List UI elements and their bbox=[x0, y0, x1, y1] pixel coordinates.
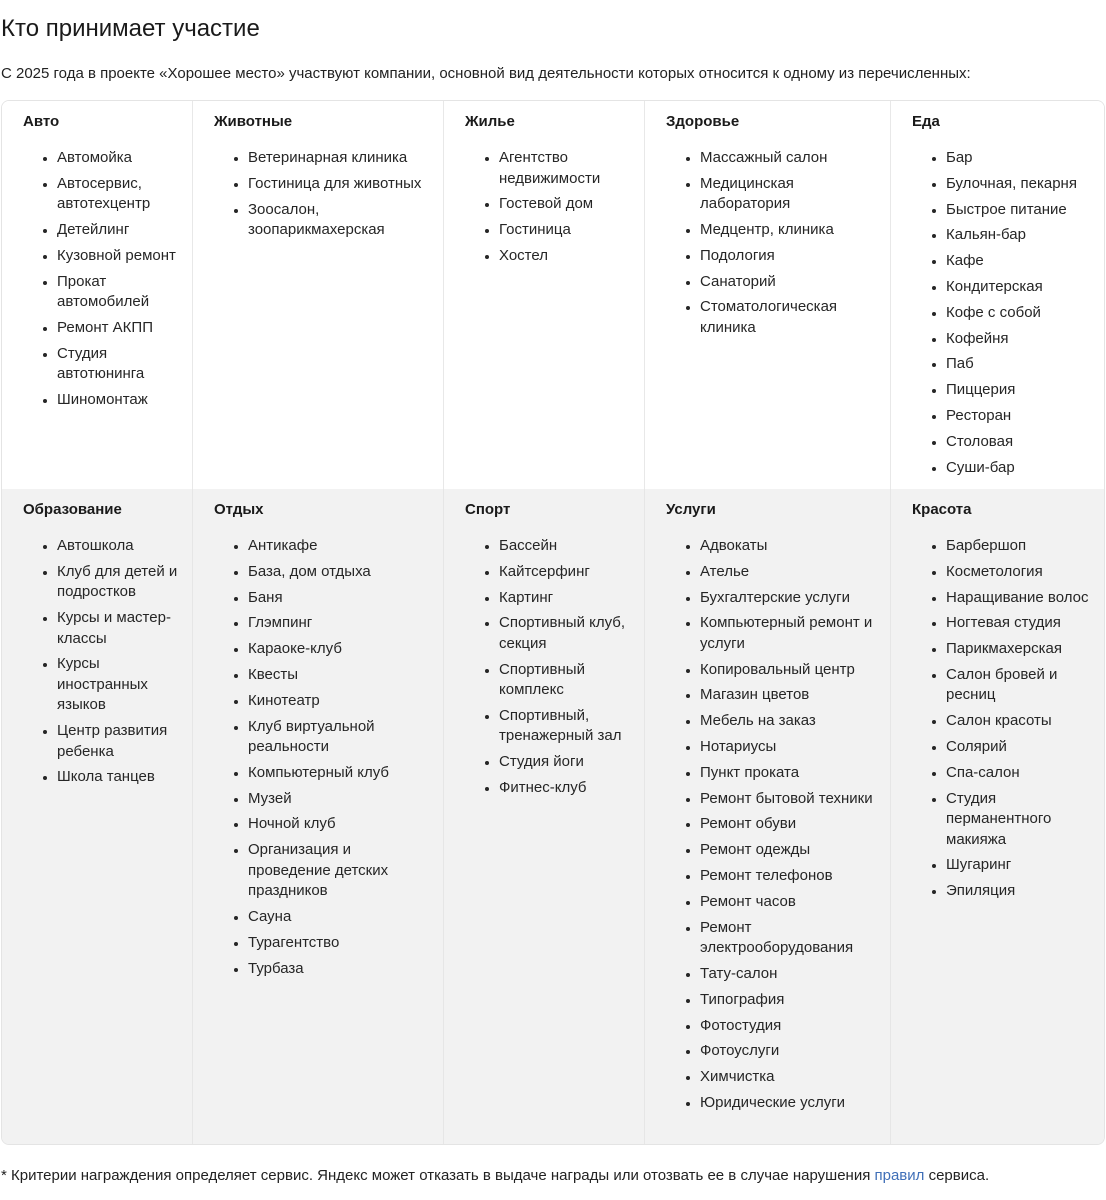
list-item: • Баня bbox=[248, 588, 431, 609]
category-list bbox=[666, 148, 878, 338]
list-item: • Салон бровей и ресниц bbox=[946, 665, 1092, 706]
category-title: Еда bbox=[912, 113, 940, 130]
list-item: • Студия йоги bbox=[499, 752, 632, 773]
list-item: • Ателье bbox=[700, 562, 878, 583]
list-item: • Быстрое питание bbox=[946, 200, 1092, 221]
category-list bbox=[465, 148, 632, 266]
categories-row-1 bbox=[2, 101, 1104, 489]
list-item: • Ремонт АКПП bbox=[57, 318, 180, 339]
category-title: Красота bbox=[912, 501, 972, 518]
category-auto bbox=[2, 101, 193, 489]
list-item: • Пункт проката bbox=[700, 763, 878, 784]
list-item: • Спа-салон bbox=[946, 763, 1092, 784]
list-item: • Компьютерный ремонт и услуги bbox=[700, 613, 878, 654]
list-item: • Детейлинг bbox=[57, 220, 180, 241]
list-item: • Кофе с собой bbox=[946, 303, 1092, 324]
category-list bbox=[214, 148, 431, 241]
list-item: • Турагентство bbox=[248, 933, 431, 954]
list-item: • Бухгалтерские услуги bbox=[700, 588, 878, 609]
category-list bbox=[912, 536, 1092, 902]
list-item: • Прокат автомобилей bbox=[57, 272, 180, 313]
list-item: • Гостевой дом bbox=[499, 194, 632, 215]
list-item: • Ремонт одежды bbox=[700, 840, 878, 861]
list-item: • Гостиница для животных bbox=[248, 174, 431, 195]
list-item: • Ремонт бытовой техники bbox=[700, 789, 878, 810]
category-title: Отдых bbox=[214, 501, 264, 518]
list-item: • Фотоуслуги bbox=[700, 1041, 878, 1062]
categories-row-2 bbox=[2, 489, 1104, 1144]
list-item: • Бар bbox=[946, 148, 1092, 169]
list-item: • Медцентр, клиника bbox=[700, 220, 878, 241]
list-item: • Бассейн bbox=[499, 536, 632, 557]
category-list bbox=[666, 536, 878, 1113]
list-item: • Мебель на заказ bbox=[700, 711, 878, 732]
list-item: • Копировальный центр bbox=[700, 660, 878, 681]
list-item: • База, дом отдыха bbox=[248, 562, 431, 583]
list-item: • Студия автотюнинга bbox=[57, 344, 180, 385]
list-item: • Стоматологическая клиника bbox=[700, 297, 878, 338]
list-item: • Булочная, пекарня bbox=[946, 174, 1092, 195]
list-item: • Ногтевая студия bbox=[946, 613, 1092, 634]
list-item: • Клуб виртуальной реальности bbox=[248, 717, 431, 758]
list-item: • Фотостудия bbox=[700, 1016, 878, 1037]
intro-text: С 2025 года в проекте «Хорошее место» участвуют компании, основной вид деятельности которых относится к одному из перечисленных: bbox=[1, 65, 971, 82]
list-item: • Косметология bbox=[946, 562, 1092, 583]
category-title: Животные bbox=[214, 113, 293, 130]
list-item: • Ремонт электрооборудования bbox=[700, 918, 878, 959]
list-item: • Ремонт обуви bbox=[700, 814, 878, 835]
category-title: Спорт bbox=[465, 501, 511, 518]
list-item: • Кондитерская bbox=[946, 277, 1092, 298]
category-list bbox=[912, 148, 1092, 478]
list-item: • Агентство недвижимости bbox=[499, 148, 632, 189]
list-item: • Организация и проведение детских праздников bbox=[248, 840, 431, 902]
rules-link[interactable]: правил bbox=[874, 1167, 925, 1184]
list-item: • Спортивный комплекс bbox=[499, 660, 632, 701]
list-item: • Сауна bbox=[248, 907, 431, 928]
category-title: Авто bbox=[23, 113, 60, 130]
list-item: • Фитнес-клуб bbox=[499, 778, 632, 799]
list-item: • Антикафе bbox=[248, 536, 431, 557]
list-item: • Медицинская лаборатория bbox=[700, 174, 878, 215]
category-animals bbox=[193, 101, 444, 489]
list-item: • Картинг bbox=[499, 588, 632, 609]
footnote-text-end: сервиса. bbox=[924, 1167, 990, 1184]
list-item: • Ремонт телефонов bbox=[700, 866, 878, 887]
list-item: • Юридические услуги bbox=[700, 1093, 878, 1114]
category-title: Образование bbox=[23, 501, 122, 518]
list-item: • Спортивный клуб, секция bbox=[499, 613, 632, 654]
list-item: • Подология bbox=[700, 246, 878, 267]
list-item: • Химчистка bbox=[700, 1067, 878, 1088]
list-item: • Столовая bbox=[946, 432, 1092, 453]
list-item: • Глэмпинг bbox=[248, 613, 431, 634]
list-item: • Салон красоты bbox=[946, 711, 1092, 732]
list-item: • Ночной клуб bbox=[248, 814, 431, 835]
list-item: • Солярий bbox=[946, 737, 1092, 758]
list-item: • Ремонт часов bbox=[700, 892, 878, 913]
category-list bbox=[214, 536, 431, 979]
list-item: • Барбершоп bbox=[946, 536, 1092, 557]
list-item: • Шугаринг bbox=[946, 855, 1092, 876]
list-item: • Кофейня bbox=[946, 329, 1092, 350]
footnote-text: * Критерии награждения определяет сервис. Яндекс может отказать в выдаче награды или отозвать ее в случае нарушения bbox=[1, 1167, 875, 1184]
list-item: • Пиццерия bbox=[946, 380, 1092, 401]
category-title: Здоровье bbox=[666, 113, 740, 130]
list-item: • Спортивный, тренажерный зал bbox=[499, 706, 632, 747]
list-item: • Турбаза bbox=[248, 959, 431, 980]
list-item: • Школа танцев bbox=[57, 767, 180, 788]
category-housing bbox=[444, 101, 645, 489]
list-item: • Кальян-бар bbox=[946, 225, 1092, 246]
footnote bbox=[1, 1166, 989, 1186]
category-list bbox=[465, 536, 632, 799]
list-item: • Хостел bbox=[499, 246, 632, 267]
list-item: • Кафе bbox=[946, 251, 1092, 272]
category-list bbox=[23, 148, 180, 411]
category-beauty bbox=[891, 489, 1104, 1144]
list-item: • Кинотеатр bbox=[248, 691, 431, 712]
list-item: • Клуб для детей и подростков bbox=[57, 562, 180, 603]
list-item: • Санаторий bbox=[700, 272, 878, 293]
list-item: • Компьютерный клуб bbox=[248, 763, 431, 784]
list-item: • Музей bbox=[248, 789, 431, 810]
category-services bbox=[645, 489, 891, 1144]
list-item: • Эпиляция bbox=[946, 881, 1092, 902]
list-item: • Автомойка bbox=[57, 148, 180, 169]
category-food bbox=[891, 101, 1104, 489]
list-item: • Типография bbox=[700, 990, 878, 1011]
category-leisure bbox=[193, 489, 444, 1144]
list-item: • Тату-салон bbox=[700, 964, 878, 985]
list-item: • Автошкола bbox=[57, 536, 180, 557]
list-item: • Курсы иностранных языков bbox=[57, 654, 180, 716]
list-item: • Караоке-клуб bbox=[248, 639, 431, 660]
list-item: • Ресторан bbox=[946, 406, 1092, 427]
list-item: • Адвокаты bbox=[700, 536, 878, 557]
category-list bbox=[23, 536, 180, 788]
list-item: • Центр развития ребенка bbox=[57, 721, 180, 762]
category-sport bbox=[444, 489, 645, 1144]
category-title: Жилье bbox=[465, 113, 515, 130]
list-item: • Суши-бар bbox=[946, 458, 1092, 479]
list-item: • Нотариусы bbox=[700, 737, 878, 758]
list-item: • Наращивание волос bbox=[946, 588, 1092, 609]
list-item: • Шиномонтаж bbox=[57, 390, 180, 411]
list-item: • Студия перманентного макияжа bbox=[946, 789, 1092, 851]
page-title: Кто принимает участие bbox=[1, 15, 260, 42]
list-item: • Автосервис, автотехцентр bbox=[57, 174, 180, 215]
list-item: • Гостиница bbox=[499, 220, 632, 241]
list-item: • Ветеринарная клиника bbox=[248, 148, 431, 169]
category-education bbox=[2, 489, 193, 1144]
list-item: • Квесты bbox=[248, 665, 431, 686]
list-item: • Кайтсерфинг bbox=[499, 562, 632, 583]
list-item: • Зоосалон, зоопарикмахерская bbox=[248, 200, 431, 241]
categories-table bbox=[1, 100, 1105, 1145]
category-health bbox=[645, 101, 891, 489]
list-item: • Кузовной ремонт bbox=[57, 246, 180, 267]
category-title: Услуги bbox=[666, 501, 716, 518]
list-item: • Парикмахерская bbox=[946, 639, 1092, 660]
list-item: • Магазин цветов bbox=[700, 685, 878, 706]
list-item: • Массажный салон bbox=[700, 148, 878, 169]
list-item: • Паб bbox=[946, 354, 1092, 375]
list-item: • Курсы и мастер-классы bbox=[57, 608, 180, 649]
